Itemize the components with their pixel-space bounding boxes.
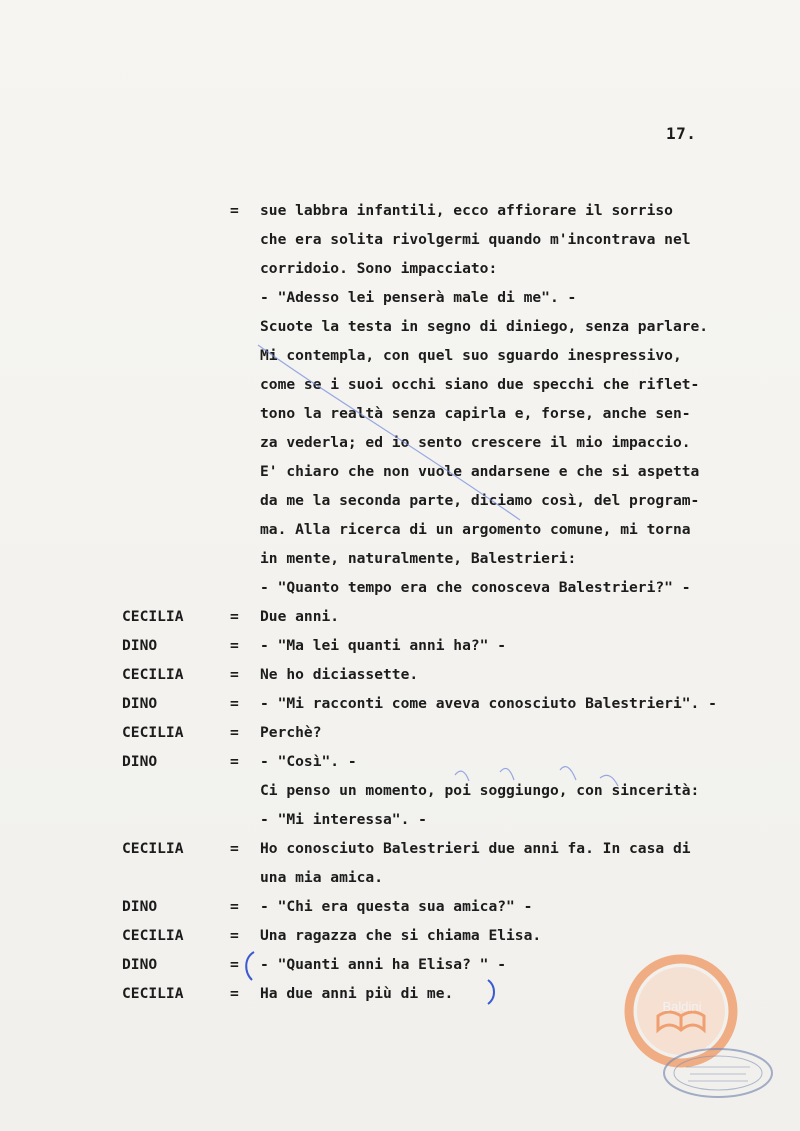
script-line xyxy=(122,718,792,747)
script-line xyxy=(122,631,792,660)
script-line xyxy=(122,254,792,283)
equals-marker: = xyxy=(230,724,239,741)
script-line xyxy=(122,660,792,689)
script-line xyxy=(122,283,792,312)
script-line xyxy=(122,312,792,341)
script-line xyxy=(122,747,792,776)
equals-marker: = xyxy=(230,202,239,219)
line-text: E' chiaro che non vuole andarsene e che si aspetta xyxy=(260,463,700,480)
equals-marker: = xyxy=(230,608,239,625)
script-body xyxy=(122,196,792,1008)
script-line xyxy=(122,399,792,428)
line-text: Ha due anni più di me. xyxy=(260,985,454,1002)
script-line xyxy=(122,689,792,718)
speaker-name: CECILIA xyxy=(122,840,184,857)
equals-marker: = xyxy=(230,985,239,1002)
equals-marker: = xyxy=(230,753,239,770)
line-text: in mente, naturalmente, Balestrieri: xyxy=(260,550,577,567)
line-text: Ci penso un momento, poi soggiungo, con sincerità: xyxy=(260,782,700,799)
speaker-name: DINO xyxy=(122,695,158,712)
speaker-name: DINO xyxy=(122,637,158,654)
script-line xyxy=(122,805,792,834)
line-text: come se i suoi occhi siano due specchi che riflet- xyxy=(260,376,700,393)
equals-marker: = xyxy=(230,666,239,683)
script-line xyxy=(122,225,792,254)
equals-marker: = xyxy=(230,927,239,944)
equals-marker: = xyxy=(230,898,239,915)
equals-marker: = xyxy=(230,695,239,712)
speaker-name: CECILIA xyxy=(122,985,184,1002)
script-line xyxy=(122,892,792,921)
line-text: - "Mi interessa". - xyxy=(260,811,427,828)
script-line xyxy=(122,457,792,486)
line-text: - "Ma lei quanti anni ha?" - xyxy=(260,637,507,654)
line-text: tono la realtà senza capirla e, forse, anche sen- xyxy=(260,405,691,422)
script-line xyxy=(122,776,792,805)
script-line xyxy=(122,573,792,602)
line-text: Ho conosciuto Balestrieri due anni fa. In casa di xyxy=(260,840,691,857)
library-stamp-icon xyxy=(660,1045,776,1101)
line-text: che era solita rivolgermi quando m'incontrava nel xyxy=(260,231,691,248)
line-text: Mi contempla, con quel suo sguardo inespressivo, xyxy=(260,347,682,364)
speaker-name: CECILIA xyxy=(122,724,184,741)
script-line xyxy=(122,834,792,863)
line-text: Una ragazza che si chiama Elisa. xyxy=(260,927,542,944)
line-text: una mia amica. xyxy=(260,869,384,886)
script-line xyxy=(122,515,792,544)
script-line xyxy=(122,602,792,631)
speaker-name: CECILIA xyxy=(122,666,184,683)
line-text: corridoio. Sono impacciato: xyxy=(260,260,498,277)
script-line xyxy=(122,486,792,515)
speaker-name: DINO xyxy=(122,753,158,770)
page-number: 17. xyxy=(666,124,697,143)
script-line xyxy=(122,921,792,950)
line-text: ma. Alla ricerca di un argomento comune, mi torna xyxy=(260,521,691,538)
speaker-name: DINO xyxy=(122,956,158,973)
logo-label: Baldini xyxy=(662,999,702,1014)
line-text: Perchè? xyxy=(260,724,322,741)
line-text: Scuote la testa in segno di diniego, senza parlare. xyxy=(260,318,709,335)
line-text: - "Adesso lei penserà male di me". - xyxy=(260,289,577,306)
script-line xyxy=(122,370,792,399)
line-text: sue labbra infantili, ecco affiorare il sorriso xyxy=(260,202,673,219)
script-line xyxy=(122,863,792,892)
line-text: - "Chi era questa sua amica?" - xyxy=(260,898,533,915)
speaker-name: CECILIA xyxy=(122,927,184,944)
script-line xyxy=(122,196,792,225)
line-text: da me la seconda parte, diciamo così, del program- xyxy=(260,492,700,509)
speaker-name: DINO xyxy=(122,898,158,915)
line-text: za vederla; ed io sento crescere il mio impaccio. xyxy=(260,434,691,451)
equals-marker: = xyxy=(230,956,239,973)
line-text: Ne ho diciassette. xyxy=(260,666,419,683)
line-text: Due anni. xyxy=(260,608,340,625)
line-text: - "Mi racconti come aveva conosciuto Balestrieri". - xyxy=(260,695,717,712)
script-line xyxy=(122,544,792,573)
equals-marker: = xyxy=(230,840,239,857)
speaker-name: CECILIA xyxy=(122,608,184,625)
equals-marker: = xyxy=(230,637,239,654)
script-line xyxy=(122,341,792,370)
line-text: - "Così". - xyxy=(260,753,357,770)
script-line xyxy=(122,428,792,457)
line-text: - "Quanti anni ha Elisa? " - xyxy=(260,956,507,973)
line-text: - "Quanto tempo era che conosceva Balestrieri?" - xyxy=(260,579,691,596)
